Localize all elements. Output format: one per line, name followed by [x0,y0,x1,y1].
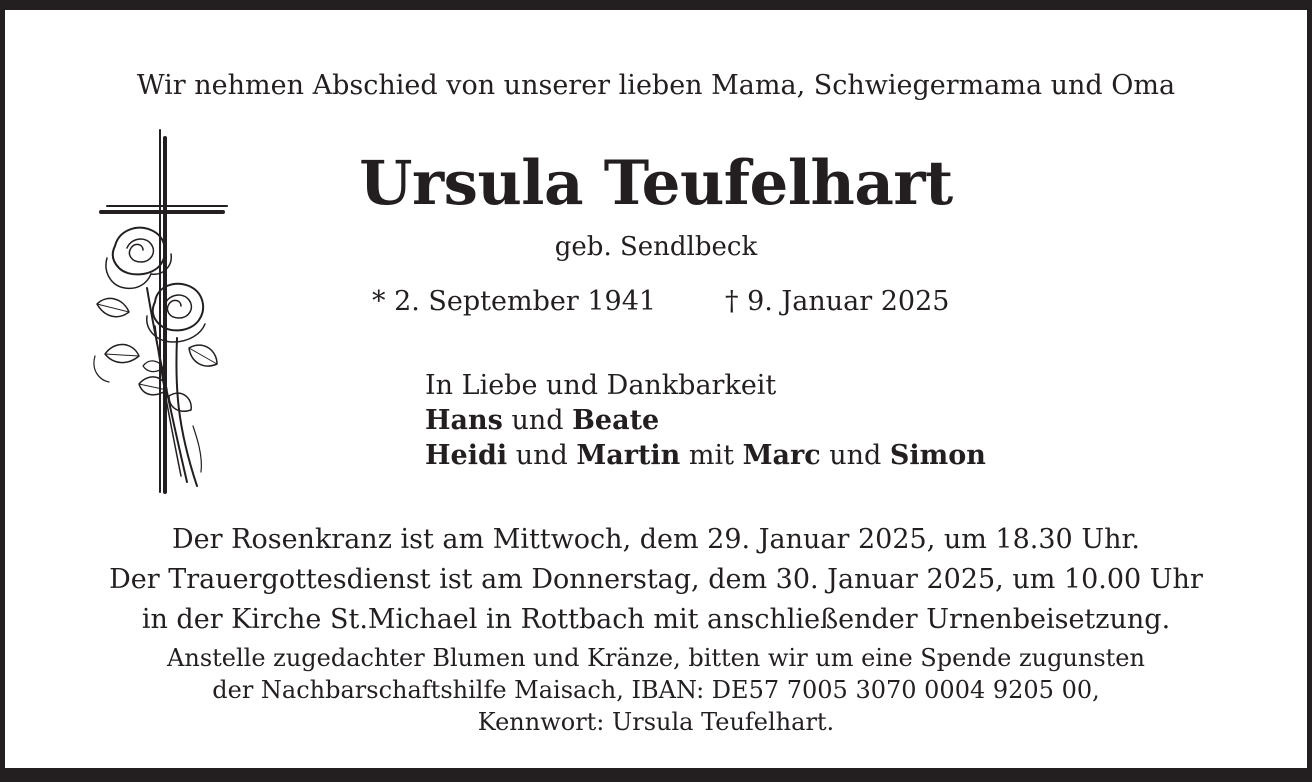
rosary-line: Der Rosenkranz ist am Mittwoch, dem 29. Januar 2025, um 18.30 Uhr. [172,524,1140,555]
birth-date: * 2. September 1941 [372,286,657,317]
family-block [425,368,986,473]
deceased-name: Ursula Teufelhart [359,148,953,219]
family-connector: und [511,405,564,436]
family-line-3 [425,438,986,473]
maiden-name: geb. Sendlbeck [554,232,758,262]
family-name: Beate [572,405,660,436]
intro-line: Wir nehmen Abschied von unserer lieben Mama, Schwiegermama und Oma [136,70,1176,101]
donation-line-3: Kennwort: Ursula Teufelhart. [477,708,835,736]
family-name: Martin [576,440,681,471]
donation-line-2: der Nachbarschaftshilfe Maisach, IBAN: DE57 7005 3070 0004 9205 00, [212,676,1100,704]
family-connector: und [829,440,882,471]
funeral-mass-line: Der Trauergottesdienst ist am Donnerstag, dem 30. Januar 2025, um 10.00 Uhr [109,564,1203,595]
family-name: Hans [425,405,503,436]
family-line-1: In Liebe und Dankbarkeit [425,370,777,401]
church-line: in der Kirche St.Michael in Rottbach mit anschließender Urnenbeisetzung. [141,604,1171,635]
family-connector: und [515,440,568,471]
family-connector: mit [688,440,734,471]
donation-info [5,642,1307,738]
family-name: Heidi [425,440,508,471]
donation-line-1: Anstelle zugedachter Blumen und Kränze, bitten wir um eine Spende zugunsten [167,644,1145,672]
family-line-2 [425,403,986,438]
family-name: Simon [889,440,986,471]
family-name: Marc [742,440,821,471]
death-date: † 9. Januar 2025 [725,286,950,317]
service-info [5,520,1307,640]
